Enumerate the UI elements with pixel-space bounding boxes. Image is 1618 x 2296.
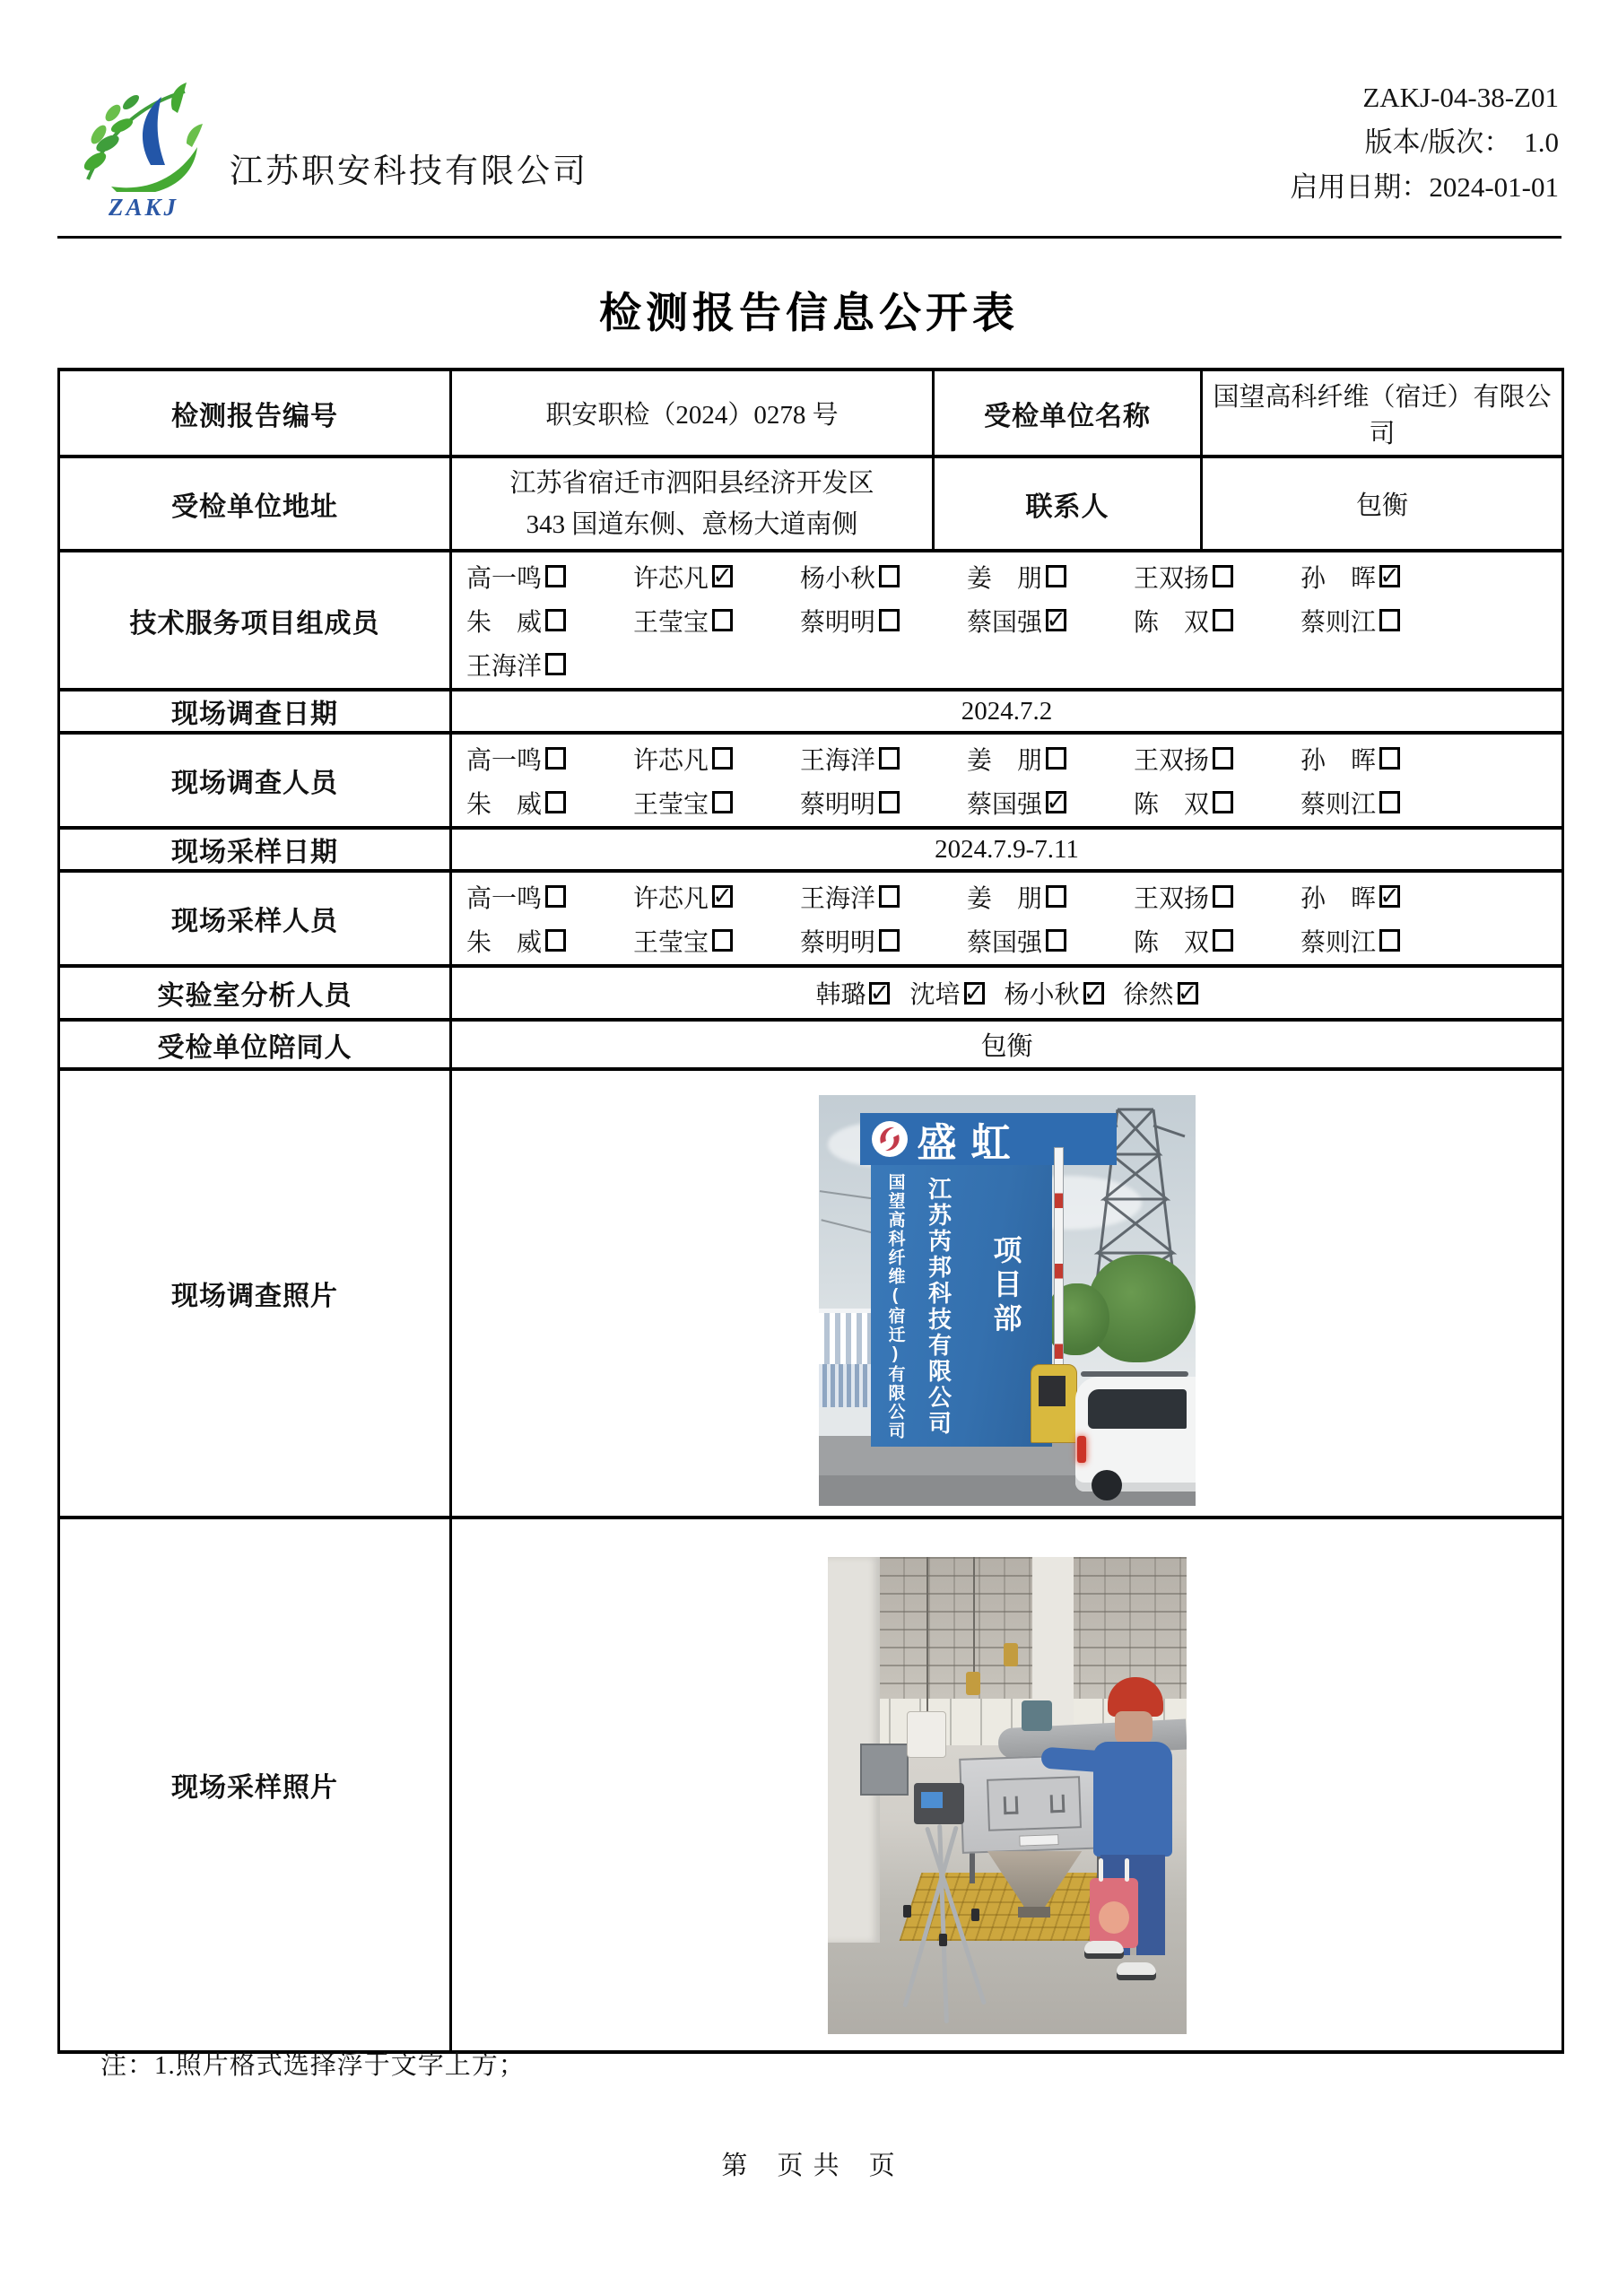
- table-row: [59, 828, 1563, 871]
- red-tote-bag: [1090, 1878, 1138, 1948]
- checkbox-icon: [1046, 791, 1066, 813]
- logo-text: ZAKJ: [108, 194, 178, 221]
- company-logo: [72, 79, 215, 221]
- checkbox-icon: [1046, 565, 1066, 587]
- survey-date-value: 2024.7.2: [451, 690, 1563, 733]
- air-sampler-instrument: [914, 1783, 964, 1824]
- member-name: 孙 晖: [1300, 746, 1377, 775]
- cone-outlet: [1018, 1907, 1050, 1918]
- member-name: 姜 朋: [967, 884, 1043, 913]
- checkbox-icon: [879, 929, 900, 952]
- member-item: [466, 785, 633, 821]
- sampling-staff-members-cell: [451, 871, 1563, 966]
- checkbox-icon: [869, 982, 890, 1004]
- worker-shoe: [1117, 1962, 1156, 1980]
- member-name: 王海洋: [800, 884, 876, 913]
- sampling-photo-cell: [451, 1518, 1563, 2052]
- member-item: [1300, 923, 1467, 959]
- member-item: [633, 923, 800, 959]
- member-item: [1134, 923, 1300, 959]
- member-item: [466, 603, 633, 639]
- checkbox-icon: [879, 609, 900, 631]
- unit-addr-line1: 江苏省宿迁市泗阳县经济开发区: [509, 468, 874, 498]
- member-name: 许芯凡: [633, 746, 709, 775]
- member-line: [466, 918, 1561, 962]
- member-item: [800, 879, 967, 915]
- checkbox-icon: [545, 885, 566, 908]
- member-name: 姜 朋: [967, 746, 1043, 775]
- unit-addr-value: [451, 457, 934, 551]
- member-name: 孙 晖: [1300, 564, 1377, 593]
- hoist-cable: [926, 1557, 928, 1715]
- member-item: [633, 741, 800, 777]
- machine-label-plate: [1019, 1834, 1058, 1847]
- accompany-value: 包衡: [451, 1020, 1563, 1069]
- member-item: [466, 741, 633, 777]
- member-line: [466, 554, 1561, 598]
- member-name: 陈 双: [1134, 608, 1210, 637]
- member-item: [967, 923, 1134, 959]
- table-row: [59, 871, 1563, 966]
- member-name: 王莹宝: [633, 790, 709, 819]
- sign-column-right: 项目部: [989, 1234, 1022, 1337]
- member-name: 朱 威: [466, 608, 543, 637]
- accompany-label: 受检单位陪同人: [59, 1020, 451, 1069]
- member-item: [967, 785, 1134, 821]
- checkbox-icon: [545, 929, 566, 952]
- checkbox-icon: [712, 929, 733, 952]
- checkbox-icon: [1213, 609, 1233, 631]
- member-item: [1300, 603, 1467, 639]
- bag-handle: [1099, 1858, 1103, 1882]
- member-name: 高一鸣: [466, 564, 543, 593]
- checkbox-icon: [879, 791, 900, 813]
- member-item: [800, 559, 967, 595]
- member-item: [633, 785, 800, 821]
- lab-staff-members-cell: [451, 966, 1563, 1020]
- table-row: [59, 1020, 1563, 1069]
- table-row: [59, 1518, 1563, 2052]
- member-item: [466, 647, 633, 683]
- barrier-gate-machine: [1031, 1364, 1077, 1443]
- checkbox-icon: [712, 609, 733, 631]
- member-name: 朱 威: [466, 790, 543, 819]
- member-name: 高一鸣: [466, 746, 543, 775]
- member-name: 王海洋: [800, 746, 876, 775]
- member-name: 许芯凡: [633, 884, 709, 913]
- checkbox-icon: [1213, 565, 1233, 587]
- checkbox-icon: [712, 747, 733, 770]
- member-item: [1300, 785, 1467, 821]
- member-line: [466, 874, 1561, 918]
- checkbox-icon: [712, 565, 733, 587]
- checkbox-icon: [545, 747, 566, 770]
- page-number-footer: 第 页 共 页: [721, 2152, 897, 2180]
- unit-addr-line2: 343 国道东侧、意杨大道南侧: [526, 509, 858, 539]
- member-item: [800, 741, 967, 777]
- survey-date-label: 现场调查日期: [59, 690, 451, 733]
- member-item: [1005, 975, 1104, 1011]
- member-item: [1134, 559, 1300, 595]
- door-handle: [1003, 1796, 1018, 1814]
- sampling-staff-label: 现场采样人员: [59, 871, 451, 966]
- checkbox-icon: [1379, 791, 1400, 813]
- hoist-cable: [973, 1557, 975, 1674]
- member-item: [1124, 975, 1198, 1011]
- page-title: 检测报告信息公开表: [599, 291, 1019, 337]
- member-name: 王海洋: [466, 652, 543, 681]
- survey-photo-label: 现场调查照片: [59, 1069, 451, 1518]
- worker-jacket: [1093, 1742, 1172, 1857]
- checkbox-icon: [545, 565, 566, 587]
- car-window: [1088, 1389, 1187, 1429]
- member-name: 蔡则江: [1300, 790, 1377, 819]
- sign-column-left: 国望高科纤维(宿迁)有限公司: [885, 1172, 905, 1440]
- survey-staff-label: 现场调查人员: [59, 733, 451, 828]
- member-item: [967, 741, 1134, 777]
- member-line: [466, 642, 1561, 686]
- contact-label: 联系人: [934, 457, 1202, 551]
- gate-sign-pillar: [871, 1165, 1052, 1447]
- shenghong-logo-icon: [869, 1118, 910, 1160]
- document-control-block: [1290, 75, 1559, 210]
- checkbox-icon: [545, 791, 566, 813]
- member-item: [633, 559, 800, 595]
- table-row: [59, 551, 1563, 690]
- member-item: [1134, 603, 1300, 639]
- member-name: 王莹宝: [633, 608, 709, 637]
- table-row: [59, 370, 1563, 457]
- survey-photo: [819, 1095, 1196, 1506]
- sampling-date-value: 2024.7.9-7.11: [451, 828, 1563, 871]
- sampling-date-label: 现场采样日期: [59, 828, 451, 871]
- checkbox-icon: [712, 791, 733, 813]
- member-item: [800, 923, 967, 959]
- checkbox-icon: [879, 747, 900, 770]
- member-name: 王双扬: [1134, 746, 1210, 775]
- checkbox-icon: [1213, 885, 1233, 908]
- survey-staff-members-cell: [451, 733, 1563, 828]
- member-item: [800, 785, 967, 821]
- lab-staff-label: 实验室分析人员: [59, 966, 451, 1020]
- checkbox-icon: [964, 982, 985, 1004]
- sign-banner-text: 盛虹: [917, 1120, 1025, 1165]
- member-name: 蔡国强: [967, 928, 1043, 957]
- gate-sign-banner: [860, 1113, 1117, 1165]
- start-date-line: [1290, 165, 1559, 210]
- member-name: 蔡明明: [800, 790, 876, 819]
- checkbox-icon: [1046, 747, 1066, 770]
- checkbox-icon: [1046, 609, 1066, 631]
- member-item: [1134, 741, 1300, 777]
- table-row: [59, 690, 1563, 733]
- footnote: 注：1.照片格式选择浮于文字上方；: [100, 2051, 526, 2080]
- table-row: [59, 457, 1563, 551]
- hoist-hook: [1004, 1643, 1018, 1666]
- unit-name-label: 受检单位名称: [934, 370, 1202, 457]
- doc-code: ZAKJ-04-38-Z01: [1362, 82, 1559, 113]
- checkbox-icon: [879, 885, 900, 908]
- start-date-value: 2024-01-01: [1429, 171, 1559, 203]
- member-name: 陈 双: [1134, 790, 1210, 819]
- member-item: [967, 879, 1134, 915]
- checkbox-icon: [545, 609, 566, 631]
- version-label: 版本/版次：: [1364, 126, 1512, 158]
- checkbox-icon: [1379, 747, 1400, 770]
- checkbox-icon: [545, 653, 566, 675]
- member-line: [452, 970, 1561, 1016]
- company-name: 江苏职安科技有限公司: [230, 153, 588, 190]
- member-name: 韩璐: [815, 981, 866, 1009]
- member-name: 许芯凡: [633, 564, 709, 593]
- member-name: 杨小秋: [1004, 981, 1080, 1009]
- member-item: [967, 559, 1134, 595]
- hoist-hook: [966, 1672, 980, 1695]
- tail-light: [1077, 1436, 1086, 1463]
- bulk-bag: [907, 1711, 946, 1758]
- roof-rail: [1081, 1371, 1188, 1377]
- member-item: [1134, 879, 1300, 915]
- checkbox-icon: [1379, 929, 1400, 952]
- member-item: [466, 879, 633, 915]
- member-name: 徐然: [1123, 981, 1174, 1009]
- unit-addr-label: 受检单位地址: [59, 457, 451, 551]
- tripod-clamp: [939, 1934, 947, 1946]
- member-item: [800, 603, 967, 639]
- tech-team-label: 技术服务项目组成员: [59, 551, 451, 690]
- member-item: [1300, 741, 1467, 777]
- member-name: 蔡则江: [1300, 608, 1377, 637]
- contact-value: 包衡: [1202, 457, 1563, 551]
- member-item: [466, 923, 633, 959]
- tech-team-members-cell: [451, 551, 1563, 690]
- suv-car: [1075, 1377, 1196, 1492]
- member-item: [633, 879, 800, 915]
- table-row: [59, 1069, 1563, 1518]
- member-item: [466, 559, 633, 595]
- report-no-label: 检测报告编号: [59, 370, 451, 457]
- checkbox-icon: [879, 565, 900, 587]
- motor-unit: [1022, 1700, 1052, 1731]
- member-name: 王双扬: [1134, 884, 1210, 913]
- barrier-arm: [1054, 1147, 1064, 1400]
- leaf-logo-icon: [72, 79, 215, 192]
- worker-shoe: [1084, 1941, 1124, 1959]
- checkbox-icon: [1379, 565, 1400, 587]
- member-item: [815, 975, 890, 1011]
- sampling-photo-label: 现场采样照片: [59, 1518, 451, 2052]
- member-name: 蔡则江: [1300, 928, 1377, 957]
- member-name: 陈 双: [1134, 928, 1210, 957]
- member-name: 孙 晖: [1300, 884, 1377, 913]
- member-name: 王莹宝: [633, 928, 709, 957]
- member-name: 蔡明明: [800, 608, 876, 637]
- sign-column-mid: 江苏芮邦科技有限公司: [925, 1176, 953, 1437]
- electrical-panel: [860, 1744, 909, 1796]
- bag-handle: [1125, 1858, 1129, 1882]
- member-name: 蔡明明: [800, 928, 876, 957]
- tripod-clamp: [903, 1905, 911, 1918]
- version-line: [1290, 120, 1559, 165]
- member-item: [633, 603, 800, 639]
- report-info-table: [57, 368, 1564, 2054]
- member-item: [1300, 879, 1467, 915]
- checkbox-icon: [1178, 982, 1198, 1004]
- member-name: 蔡国强: [967, 608, 1043, 637]
- member-name: 杨小秋: [800, 564, 876, 593]
- checkbox-icon: [1046, 929, 1066, 952]
- table-row: [59, 966, 1563, 1020]
- checkbox-icon: [1213, 791, 1233, 813]
- door-handle: [1049, 1794, 1065, 1813]
- sampler-screen: [921, 1792, 943, 1808]
- checkbox-icon: [712, 885, 733, 908]
- tripod-clamp: [971, 1909, 979, 1921]
- report-no-value: 职安职检（2024）0278 号: [451, 370, 934, 457]
- machine-door: [987, 1776, 1082, 1831]
- sampling-photo: [828, 1557, 1187, 2034]
- member-name: 朱 威: [466, 928, 543, 957]
- member-item: [1134, 785, 1300, 821]
- checkbox-icon: [1213, 747, 1233, 770]
- checkbox-icon: [1379, 609, 1400, 631]
- start-date-label: 启用日期：: [1290, 171, 1430, 203]
- member-name: 王双扬: [1134, 564, 1210, 593]
- unit-name-value: 国望高科纤维（宿迁）有限公司: [1202, 370, 1563, 457]
- member-item: [1300, 559, 1467, 595]
- checkbox-icon: [1083, 982, 1104, 1004]
- survey-photo-cell: [451, 1069, 1563, 1518]
- member-line: [466, 736, 1561, 780]
- member-name: 高一鸣: [466, 884, 543, 913]
- version-value: 1.0: [1524, 126, 1559, 158]
- member-line: [466, 780, 1561, 824]
- checkbox-icon: [1379, 885, 1400, 908]
- member-name: 蔡国强: [967, 790, 1043, 819]
- checkbox-icon: [1213, 929, 1233, 952]
- member-item: [909, 975, 984, 1011]
- worker-face: [1115, 1711, 1153, 1745]
- member-name: 沈培: [909, 981, 961, 1009]
- car-wheel: [1092, 1470, 1122, 1500]
- barrier-screen: [1039, 1376, 1066, 1406]
- table-row: [59, 733, 1563, 828]
- member-name: 姜 朋: [967, 564, 1043, 593]
- checkbox-icon: [1046, 885, 1066, 908]
- header-divider: [57, 236, 1561, 239]
- bag-print: [1099, 1901, 1129, 1934]
- member-item: [967, 603, 1134, 639]
- member-line: [466, 598, 1561, 642]
